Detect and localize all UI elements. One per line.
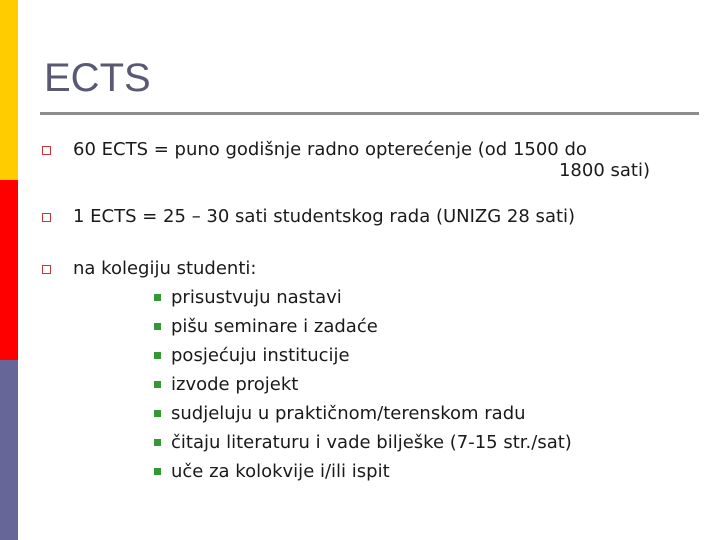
- sub-item: uče za kolokvije i/ili ispit: [171, 461, 390, 482]
- filled-square-icon: [154, 381, 161, 388]
- filled-square-icon: [154, 352, 161, 359]
- filled-square-icon: [154, 439, 161, 446]
- sub-item: pišu seminare i zadaće: [171, 316, 378, 337]
- hollow-square-icon: [42, 213, 51, 222]
- slide-title: ECTS: [44, 56, 151, 100]
- hollow-square-icon: [42, 265, 51, 274]
- bullet-1-line-1: 60 ECTS = puno godišnje radno opterećenje (od 1500 do: [73, 139, 587, 160]
- sub-item: posjećuju institucije: [171, 345, 350, 366]
- hollow-square-icon: [42, 146, 51, 155]
- filled-square-icon: [154, 410, 161, 417]
- bullet-3-text: na kolegiju studenti:: [73, 258, 257, 279]
- filled-square-icon: [154, 468, 161, 475]
- side-stripe-purple: [0, 360, 18, 540]
- sub-item: sudjeluju u praktičnom/terenskom radu: [171, 403, 526, 424]
- bullet-2-text: 1 ECTS = 25 – 30 sati studentskog rada (UNIZG 28 sati): [73, 206, 576, 227]
- side-stripe-red: [0, 180, 18, 360]
- side-stripe-yellow: [0, 0, 18, 180]
- bullet-1-line-2: 1800 sati): [558, 160, 650, 181]
- sub-item: čitaju literaturu i vade bilješke (7-15 str./sat): [171, 432, 572, 453]
- sub-item: izvode projekt: [171, 374, 299, 395]
- filled-square-icon: [154, 323, 161, 330]
- sub-item: prisustvuju nastavi: [171, 287, 342, 308]
- title-divider: [40, 112, 699, 115]
- filled-square-icon: [154, 294, 161, 301]
